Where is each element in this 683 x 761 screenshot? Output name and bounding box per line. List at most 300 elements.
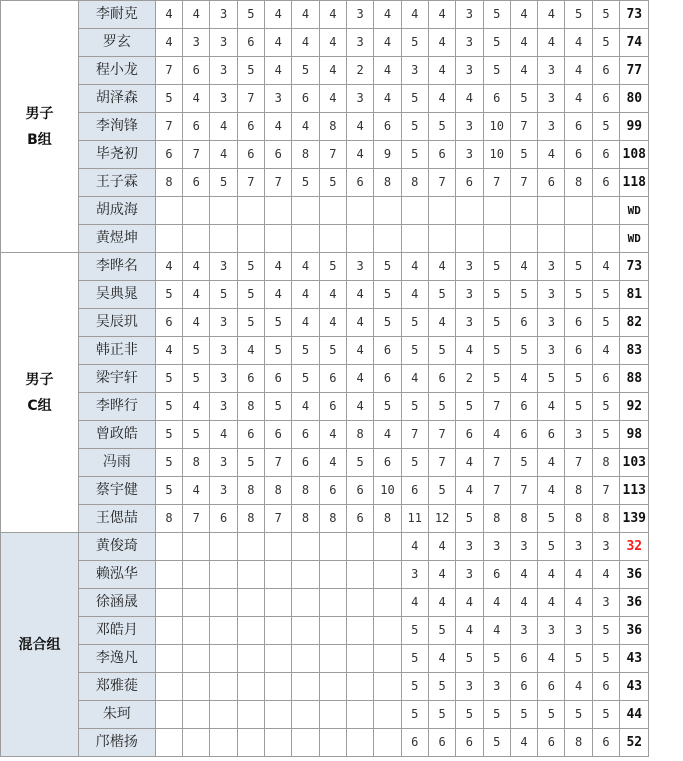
hole-score: 5 (428, 113, 455, 141)
hole-score: 3 (456, 141, 483, 169)
hole-score: 3 (346, 1, 373, 29)
hole-score: 4 (565, 57, 592, 85)
hole-score: 5 (155, 421, 182, 449)
hole-score: 5 (565, 253, 592, 281)
hole-score: 6 (292, 449, 319, 477)
hole-score: 4 (155, 337, 182, 365)
hole-score: 4 (292, 29, 319, 57)
hole-score: 7 (183, 505, 210, 533)
hole-score: 4 (510, 365, 537, 393)
hole-score: 5 (292, 169, 319, 197)
player-name: 王偲喆 (78, 505, 155, 533)
table-row (1, 141, 683, 169)
hole-score: 6 (483, 85, 510, 113)
hole-score: 5 (155, 477, 182, 505)
hole-score: 3 (346, 85, 373, 113)
hole-score: 6 (592, 85, 619, 113)
hole-score: 8 (155, 505, 182, 533)
hole-score: 4 (401, 365, 428, 393)
hole-score: 6 (401, 729, 428, 757)
hole-score (237, 673, 264, 701)
hole-score: 4 (319, 85, 346, 113)
hole-score: 5 (237, 281, 264, 309)
hole-score: 5 (592, 281, 619, 309)
hole-score: 8 (155, 169, 182, 197)
hole-score: 6 (565, 337, 592, 365)
hole-score: 4 (401, 1, 428, 29)
table-row (1, 393, 683, 421)
hole-score: 3 (456, 1, 483, 29)
hole-score: 4 (510, 57, 537, 85)
total-score: 80 (620, 85, 649, 113)
total-score: WD (620, 225, 649, 253)
hole-score: 5 (265, 393, 292, 421)
hole-score: 3 (210, 477, 237, 505)
hole-score: 4 (292, 113, 319, 141)
hole-score: 4 (483, 617, 510, 645)
hole-score: 6 (155, 309, 182, 337)
hole-score (155, 561, 182, 589)
table-row (1, 113, 683, 141)
hole-score: 5 (155, 281, 182, 309)
hole-score: 5 (374, 309, 401, 337)
hole-score: 6 (510, 309, 537, 337)
hole-score: 4 (428, 1, 455, 29)
hole-score: 6 (483, 561, 510, 589)
player-name: 李逸凡 (78, 645, 155, 673)
hole-score: 5 (155, 365, 182, 393)
hole-score (346, 225, 373, 253)
hole-score: 6 (592, 365, 619, 393)
total-score: 92 (620, 393, 649, 421)
hole-score: 5 (483, 645, 510, 673)
hole-score: 4 (592, 561, 619, 589)
hole-score (374, 533, 401, 561)
hole-score: 5 (565, 365, 592, 393)
player-name: 胡成海 (78, 197, 155, 225)
hole-score (183, 729, 210, 757)
hole-score: 5 (237, 309, 264, 337)
hole-score (346, 673, 373, 701)
hole-score (374, 225, 401, 253)
hole-score: 3 (510, 533, 537, 561)
hole-score (155, 645, 182, 673)
hole-score: 3 (346, 253, 373, 281)
hole-score: 6 (538, 421, 565, 449)
hole-score: 5 (401, 337, 428, 365)
hole-score: 5 (456, 701, 483, 729)
hole-score: 4 (456, 589, 483, 617)
hole-score: 6 (374, 337, 401, 365)
hole-score: 4 (346, 309, 373, 337)
hole-score: 7 (183, 141, 210, 169)
table-row (1, 169, 683, 197)
hole-score: 5 (401, 113, 428, 141)
hole-score: 7 (483, 393, 510, 421)
hole-score: 4 (210, 113, 237, 141)
hole-score: 3 (483, 533, 510, 561)
hole-score: 5 (510, 141, 537, 169)
total-score: 81 (620, 281, 649, 309)
hole-score: 6 (265, 365, 292, 393)
hole-score: 6 (592, 729, 619, 757)
hole-score: 6 (456, 169, 483, 197)
player-name: 朱珂 (78, 701, 155, 729)
hole-score: 7 (265, 505, 292, 533)
hole-score: 5 (401, 85, 428, 113)
hole-score: 5 (374, 393, 401, 421)
hole-score: 5 (565, 281, 592, 309)
hole-score: 6 (428, 365, 455, 393)
table-row (1, 337, 683, 365)
hole-score: 4 (401, 589, 428, 617)
hole-score: 6 (346, 169, 373, 197)
hole-score: 5 (292, 57, 319, 85)
hole-score (428, 197, 455, 225)
hole-score: 4 (346, 141, 373, 169)
hole-score: 7 (428, 169, 455, 197)
player-name: 冯雨 (78, 449, 155, 477)
player-name: 程小龙 (78, 57, 155, 85)
player-name: 蔡宇健 (78, 477, 155, 505)
hole-score: 6 (510, 673, 537, 701)
hole-score (183, 533, 210, 561)
total-score: 103 (620, 449, 649, 477)
hole-score: 6 (538, 729, 565, 757)
hole-score: 4 (510, 1, 537, 29)
total-score: WD (620, 197, 649, 225)
hole-score: 4 (292, 253, 319, 281)
hole-score: 5 (483, 701, 510, 729)
hole-score: 5 (183, 337, 210, 365)
hole-score: 6 (401, 477, 428, 505)
hole-score: 5 (510, 281, 537, 309)
hole-score: 4 (265, 281, 292, 309)
hole-score: 5 (374, 253, 401, 281)
hole-score: 8 (265, 477, 292, 505)
hole-score: 8 (319, 505, 346, 533)
hole-score: 7 (265, 449, 292, 477)
hole-score (265, 225, 292, 253)
hole-score: 5 (483, 57, 510, 85)
hole-score: 8 (237, 477, 264, 505)
total-score: 139 (620, 505, 649, 533)
player-name: 王子霖 (78, 169, 155, 197)
hole-score: 4 (265, 29, 292, 57)
hole-score: 6 (510, 645, 537, 673)
hole-score: 4 (265, 1, 292, 29)
player-name: 罗玄 (78, 29, 155, 57)
hole-score: 5 (265, 309, 292, 337)
hole-score: 4 (565, 673, 592, 701)
total-score: 73 (620, 253, 649, 281)
hole-score: 5 (210, 169, 237, 197)
hole-score: 4 (565, 29, 592, 57)
table-row (1, 421, 683, 449)
hole-score: 5 (510, 337, 537, 365)
hole-score: 3 (210, 309, 237, 337)
hole-score: 7 (510, 477, 537, 505)
hole-score: 4 (346, 393, 373, 421)
hole-score: 4 (292, 393, 319, 421)
table-row (1, 729, 683, 757)
hole-score: 4 (292, 309, 319, 337)
hole-score: 4 (155, 253, 182, 281)
hole-score: 5 (538, 365, 565, 393)
hole-score: 6 (592, 673, 619, 701)
hole-score: 6 (183, 169, 210, 197)
hole-score (183, 225, 210, 253)
hole-score: 4 (538, 393, 565, 421)
hole-score: 3 (592, 533, 619, 561)
hole-score (210, 533, 237, 561)
hole-score: 3 (538, 281, 565, 309)
hole-score: 4 (183, 85, 210, 113)
table-row (1, 309, 683, 337)
player-name: 毕尧初 (78, 141, 155, 169)
table-row (1, 617, 683, 645)
hole-score: 4 (538, 561, 565, 589)
hole-score (210, 589, 237, 617)
hole-score: 3 (456, 561, 483, 589)
hole-score: 6 (237, 141, 264, 169)
hole-score: 4 (183, 393, 210, 421)
hole-score: 3 (210, 393, 237, 421)
hole-score: 6 (319, 393, 346, 421)
hole-score: 3 (265, 85, 292, 113)
hole-score: 10 (483, 141, 510, 169)
total-score: 77 (620, 57, 649, 85)
hole-score: 6 (538, 169, 565, 197)
hole-score: 3 (210, 449, 237, 477)
hole-score: 5 (237, 449, 264, 477)
hole-score (538, 225, 565, 253)
hole-score: 5 (456, 505, 483, 533)
hole-score (210, 701, 237, 729)
hole-score (292, 701, 319, 729)
hole-score (346, 561, 373, 589)
hole-score: 6 (183, 57, 210, 85)
hole-score: 4 (319, 281, 346, 309)
total-score: 82 (620, 309, 649, 337)
hole-score: 5 (592, 393, 619, 421)
hole-score: 3 (346, 29, 373, 57)
hole-score: 6 (565, 309, 592, 337)
hole-score: 4 (510, 589, 537, 617)
hole-score (210, 617, 237, 645)
hole-score: 8 (483, 505, 510, 533)
table-row (1, 533, 683, 561)
hole-score: 7 (510, 113, 537, 141)
hole-score: 4 (292, 1, 319, 29)
hole-score: 3 (210, 29, 237, 57)
hole-score: 5 (592, 701, 619, 729)
hole-score: 4 (483, 421, 510, 449)
hole-score: 5 (592, 617, 619, 645)
hole-score: 4 (346, 113, 373, 141)
hole-score: 4 (265, 253, 292, 281)
hole-score: 5 (210, 281, 237, 309)
hole-score: 5 (483, 729, 510, 757)
hole-score: 5 (428, 673, 455, 701)
hole-score: 7 (237, 169, 264, 197)
hole-score: 6 (456, 421, 483, 449)
hole-score (155, 729, 182, 757)
player-name: 李耐克 (78, 1, 155, 29)
hole-score (237, 225, 264, 253)
hole-score: 3 (210, 253, 237, 281)
hole-score: 4 (265, 57, 292, 85)
hole-score (510, 225, 537, 253)
hole-score: 7 (319, 141, 346, 169)
hole-score: 3 (483, 673, 510, 701)
hole-score: 6 (538, 673, 565, 701)
hole-score: 8 (237, 393, 264, 421)
group-label: 混合组 (1, 533, 79, 757)
table-row (1, 281, 683, 309)
total-score: 32 (620, 533, 649, 561)
hole-score: 4 (538, 449, 565, 477)
hole-score: 4 (565, 589, 592, 617)
player-name: 吴辰玑 (78, 309, 155, 337)
hole-score: 5 (483, 365, 510, 393)
hole-score (265, 589, 292, 617)
hole-score: 3 (210, 365, 237, 393)
hole-score: 6 (265, 141, 292, 169)
hole-score (265, 701, 292, 729)
hole-score: 6 (265, 421, 292, 449)
hole-score: 4 (538, 477, 565, 505)
hole-score: 4 (538, 645, 565, 673)
hole-score: 6 (155, 141, 182, 169)
hole-score: 5 (592, 113, 619, 141)
hole-score: 8 (292, 477, 319, 505)
hole-score: 8 (592, 449, 619, 477)
hole-score (374, 617, 401, 645)
table-row (1, 1, 683, 29)
hole-score (374, 673, 401, 701)
hole-score: 6 (428, 141, 455, 169)
hole-score: 5 (401, 141, 428, 169)
hole-score (456, 225, 483, 253)
hole-score: 5 (428, 477, 455, 505)
hole-score (319, 589, 346, 617)
hole-score: 4 (319, 1, 346, 29)
hole-score (456, 197, 483, 225)
hole-score (319, 729, 346, 757)
hole-score: 5 (483, 309, 510, 337)
hole-score: 5 (483, 281, 510, 309)
hole-score: 8 (592, 505, 619, 533)
hole-score: 8 (237, 505, 264, 533)
hole-score: 4 (374, 57, 401, 85)
total-score: 36 (620, 561, 649, 589)
hole-score (155, 673, 182, 701)
hole-score: 4 (346, 365, 373, 393)
group-label: 男子 C组 (1, 253, 79, 533)
hole-score: 5 (565, 701, 592, 729)
hole-score: 6 (292, 421, 319, 449)
hole-score (483, 197, 510, 225)
group-label: 男子 B组 (1, 1, 79, 253)
hole-score: 4 (374, 1, 401, 29)
hole-score: 4 (510, 561, 537, 589)
hole-score: 4 (456, 449, 483, 477)
hole-score: 3 (538, 617, 565, 645)
hole-score: 4 (510, 729, 537, 757)
hole-score: 4 (428, 589, 455, 617)
hole-score: 4 (538, 29, 565, 57)
hole-score: 4 (538, 589, 565, 617)
hole-score (265, 197, 292, 225)
hole-score: 5 (319, 337, 346, 365)
hole-score (374, 197, 401, 225)
hole-score (401, 197, 428, 225)
hole-score (346, 645, 373, 673)
hole-score: 7 (483, 449, 510, 477)
hole-score: 5 (401, 701, 428, 729)
table-row (1, 85, 683, 113)
hole-score: 4 (510, 253, 537, 281)
hole-score: 4 (428, 253, 455, 281)
total-score: 52 (620, 729, 649, 757)
hole-score (374, 701, 401, 729)
hole-score: 5 (237, 57, 264, 85)
hole-score (319, 673, 346, 701)
total-score: 44 (620, 701, 649, 729)
hole-score: 3 (183, 29, 210, 57)
hole-score: 5 (565, 393, 592, 421)
hole-score (374, 729, 401, 757)
hole-score: 4 (319, 421, 346, 449)
hole-score: 11 (401, 505, 428, 533)
hole-score: 7 (428, 449, 455, 477)
hole-score: 5 (401, 29, 428, 57)
hole-score (237, 561, 264, 589)
hole-score: 3 (456, 113, 483, 141)
hole-score: 5 (592, 645, 619, 673)
hole-score (374, 589, 401, 617)
hole-score (210, 197, 237, 225)
hole-score: 3 (565, 533, 592, 561)
total-score: 113 (620, 477, 649, 505)
hole-score (428, 225, 455, 253)
hole-score: 5 (538, 701, 565, 729)
hole-score: 5 (155, 85, 182, 113)
total-score: 43 (620, 645, 649, 673)
table-row (1, 253, 683, 281)
hole-score (155, 225, 182, 253)
hole-score: 5 (483, 253, 510, 281)
hole-score: 8 (510, 505, 537, 533)
hole-score: 4 (456, 85, 483, 113)
hole-score: 4 (428, 533, 455, 561)
hole-score (592, 225, 619, 253)
total-score: 83 (620, 337, 649, 365)
hole-score: 4 (483, 589, 510, 617)
hole-score: 7 (428, 421, 455, 449)
hole-score: 5 (401, 645, 428, 673)
hole-score: 5 (428, 393, 455, 421)
hole-score (346, 197, 373, 225)
hole-score: 6 (592, 57, 619, 85)
hole-score: 3 (592, 589, 619, 617)
hole-score: 5 (265, 337, 292, 365)
hole-score (210, 729, 237, 757)
hole-score: 8 (319, 113, 346, 141)
hole-score: 6 (510, 393, 537, 421)
total-score: 36 (620, 589, 649, 617)
